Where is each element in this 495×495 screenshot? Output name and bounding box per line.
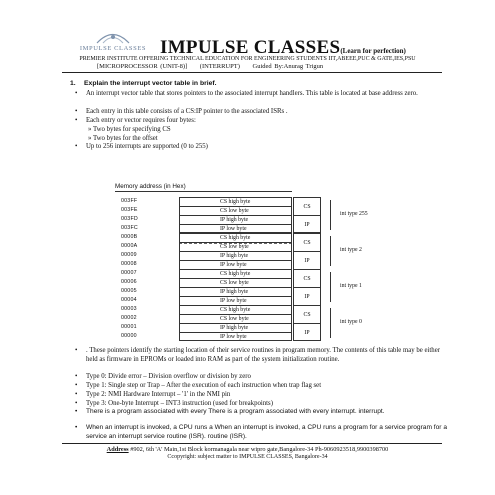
address-label: 00000 xyxy=(121,333,137,339)
address-label: 0000B xyxy=(121,234,138,240)
list-item: • Type 1: Single step or Trap – After the execution of each instruction when trap flag set xyxy=(75,382,322,389)
sub-item: » Two bytes for specifying CS xyxy=(88,126,171,133)
segment-label: IP xyxy=(293,251,321,269)
logo-mark-icon xyxy=(67,28,159,46)
interrupt-type-label: int type 1 xyxy=(340,283,362,289)
memory-cell: CS low byte xyxy=(179,206,292,215)
address-label: 00002 xyxy=(121,315,137,321)
address-label: 00003 xyxy=(121,306,137,312)
list-item: • Type 3: One-byte Interrupt – INT3 instruction (used for breakpoints) xyxy=(75,400,273,407)
address-label: 00008 xyxy=(121,261,137,267)
segment-label: IP xyxy=(293,287,321,305)
footer-copyright: Ccopyright: subject matter to IMPULSE CLASSES, Bangalore-34 xyxy=(167,454,328,460)
memory-cell: IP high byte xyxy=(179,323,292,332)
group-brace xyxy=(322,200,331,230)
memory-cell: IP low byte xyxy=(179,332,292,341)
segment-label: IP xyxy=(293,215,321,233)
memory-cell: IP low byte xyxy=(179,260,292,269)
interrupt-type-label: int type 2 xyxy=(340,247,362,253)
address-text: #902, 6th 'A' Main,1st Block kormanagala near wipro gate,Bangalore-34 Ph-9060923518,9900398700 xyxy=(130,446,389,453)
list-item: • . These pointers identify the starting location of their service routines in program memory. The contents of this table may be either held as firmware in EPROMs or loaded into RAM as part of the system initialization routine. xyxy=(75,347,440,363)
address-label: 003FF xyxy=(121,198,138,204)
guide-label: Guided By:Anurag Trigun xyxy=(252,63,324,70)
topic-label: (INTERRUPT) xyxy=(199,63,240,70)
list-item: • There is a program associated with every There is a program associated with every interrupt. interrupt. xyxy=(75,408,385,415)
memory-cell: IP high byte xyxy=(179,215,292,224)
address-label: 003FD xyxy=(121,216,138,222)
address-label: 00004 xyxy=(121,297,137,303)
memory-cell: CS low byte xyxy=(179,278,292,287)
address-label: 00006 xyxy=(121,279,137,285)
memory-cell: IP low byte xyxy=(179,296,292,305)
question-number: 1. xyxy=(70,80,76,87)
address-label: 0000A xyxy=(121,243,138,249)
institute-tagline: PREMIER INSTITUTE OFFERING TECHNICAL EDUCATION FOR ENGINEERING STUDENTS IIT,ABEEE,PUC & GATE,IES,PSU xyxy=(79,56,416,62)
list-item: • An interrupt vector table that stores pointers to the associated interrupt handlers. This table is located at base address zero. xyxy=(75,90,418,97)
memory-cell: CS high byte xyxy=(179,305,292,314)
question-title: Explain the interrupt vector table in brief. xyxy=(84,80,217,87)
brand-name: IMPULSE CLASSES xyxy=(160,37,341,58)
memory-cell: CS low byte xyxy=(179,242,292,251)
course-line xyxy=(97,63,333,70)
sub-item: » Two bytes for the offset xyxy=(88,135,158,142)
address-label: Address xyxy=(106,446,129,453)
list-item: • Up to 256 interrupts are supported (0 to 255) xyxy=(75,143,208,150)
footer-address xyxy=(0,446,495,453)
diagram-title: Memory address (in Hex) xyxy=(115,183,186,190)
memory-cell: IP high byte xyxy=(179,251,292,260)
memory-cell: CS high byte xyxy=(179,269,292,278)
group-brace xyxy=(322,236,331,266)
group-brace xyxy=(322,272,331,302)
header-divider xyxy=(62,72,442,73)
footer-divider xyxy=(62,443,442,444)
list-item: • Each entry in this table consists of a CS:IP pointer to the associated ISRs . xyxy=(75,108,288,115)
address-label: 003FC xyxy=(121,225,138,231)
address-label: 003FE xyxy=(121,207,138,213)
segment-label: IP xyxy=(293,323,321,341)
logo-caption: IMPULSE CLASSES xyxy=(79,45,147,52)
list-item: • Type 2: NMI Hardware Interrupt – '1' in the NMI pin xyxy=(75,391,231,398)
segment-label: CS xyxy=(293,305,321,323)
interrupt-type-label: int type 0 xyxy=(340,319,362,325)
memory-cell: IP low byte xyxy=(179,224,292,233)
interrupt-type-label: int type 255 xyxy=(340,211,368,217)
memory-cell: CS low byte xyxy=(179,314,292,323)
address-label: 00001 xyxy=(121,324,137,330)
address-label: 00005 xyxy=(121,288,137,294)
segment-label: CS xyxy=(293,233,321,251)
address-label: 00007 xyxy=(121,270,137,276)
question-heading xyxy=(70,80,217,87)
memory-cell: CS high byte xyxy=(179,197,292,206)
brand-tagline: (Learn for perfection) xyxy=(340,47,406,55)
segment-label: CS xyxy=(293,197,321,215)
diagram-title-rule xyxy=(115,191,292,192)
segment-label: CS xyxy=(293,269,321,287)
list-item: • Type 0: Divide error – Division overflow or division by zero xyxy=(75,373,251,380)
subject-label: [MICROPROCESSOR (UNIT-8)] xyxy=(97,63,188,70)
group-brace xyxy=(322,308,331,338)
list-item: • When an interrupt is invoked, a CPU runs a When an interrupt is invoked, a CPU runs a program for a service program for a service an interrupt service routine (ISR). routine (ISR). xyxy=(75,424,447,440)
memory-cell: CS high byte xyxy=(179,233,292,242)
address-label: 00009 xyxy=(121,252,137,258)
memory-cell: IP high byte xyxy=(179,287,292,296)
list-item: • Each entry or vector requires four bytes: xyxy=(75,117,196,124)
